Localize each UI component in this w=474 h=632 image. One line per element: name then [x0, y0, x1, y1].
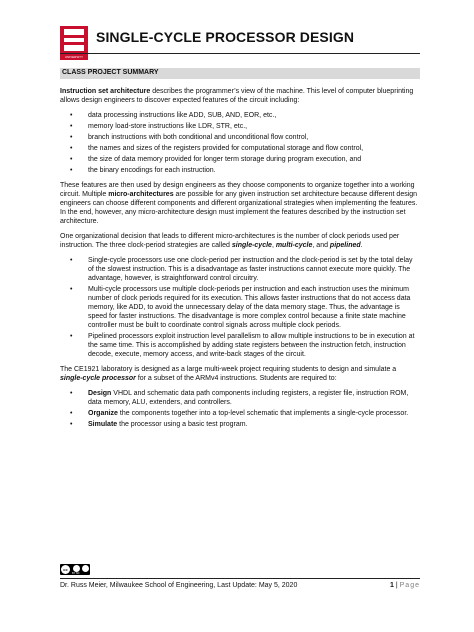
list-item: • Multi-cycle processors use multiple clock-periods per instruction and each instruction uses the minimum number of clock periods required for its execution. This allows faster instructions that do not access data memory, like ADD, to avoid the unnecessary delay of the data memory stage. Thus, the advantage is speed for faster instructions. The disadvantage is more complex control because a finite state machine controller must be built to coordinate control signals across multiple clock periods. [84, 285, 420, 330]
document-body [60, 87, 420, 435]
strategy-list [60, 256, 420, 359]
list-item: • Pipelined processors exploit instruction level parallelism to allow multiple instructions to be in execution at the same time. This is accomplished by adding state registers between the instruction fetch, instruction decode, execute, memory access, and write-back stages of the circuit. [84, 332, 420, 359]
list-item: • data processing instructions like ADD, SUB, AND, EOR, etc., [84, 111, 420, 120]
list-item: • the names and sizes of the registers provided for computational storage and flow control, [84, 144, 420, 153]
footer-author: Dr. Russ Meier, Milwaukee School of Engineering, Last Update: May 5, 2020 [60, 582, 298, 589]
msoe-logo [60, 26, 88, 60]
list-item: • Design VHDL and schematic data path components including registers, a register file, instruction ROM, data memory, ALU, extenders, and controllers. [84, 389, 420, 407]
list-item: • the size of data memory provided for longer term storage during program execution, and [84, 155, 420, 164]
license-text: BY NC [72, 572, 80, 575]
paragraph-isa: Instruction set architecture describes the programmer’s view of the machine. This level of computer blueprinting allows design engineers to discover expected features of the circuit including: [60, 88, 414, 104]
page-title: SINGLE-CYCLE PROCESSOR DESIGN [96, 29, 355, 45]
page-number: 1 | Page [390, 582, 420, 589]
list-item: • branch instructions with both conditional and unconditional flow control, [84, 133, 420, 142]
section-header: CLASS PROJECT SUMMARY [62, 69, 159, 76]
paragraph-microarch: These features are then used by design engineers as they choose components to organize together into a working circuit. Multiple micro-architectures are possible for any given instruction set architecture because different design engineers can choose different components and different organizational strategies when implementing the features. In the end, however, any micro-architecture design must implement the features described by the instruction set architecture. [60, 182, 418, 225]
paragraph-lab: The CE1921 laboratory is designed as a large multi-week project requiring students to design and simulate a single-cycle processor for a subset of the ARMv4 instructions. Students are required to: [60, 366, 397, 382]
footer-divider [60, 578, 420, 579]
logo-sub-text: UNIVERSITY [64, 55, 83, 59]
feature-list [60, 111, 420, 175]
list-item: • Single-cycle processors use one clock-period per instruction and the clock-period is set by the total delay of the slowest instruction. This is a disadvantage as faster instructions cannot execute more quickly. The advantage, however, is straightforward control circuitry. [84, 256, 420, 283]
list-item: • Organize the components together into a top-level schematic that implements a single-cycle processor. [84, 409, 420, 418]
title-divider [60, 53, 420, 54]
cc-by-nc-icon: cc BY NC [60, 564, 90, 575]
list-item: • the binary encodings for each instruction. [84, 166, 420, 175]
list-item: • memory load-store instructions like LDR, STR, etc., [84, 122, 420, 131]
paragraph-clock-strategies: One organizational decision that leads to different micro-architectures is the number of clock periods used per instruction. The three clock-period strategies are called single-cycle, multi-cycle, and pipelined. [60, 233, 400, 249]
requirements-list [60, 389, 420, 429]
list-item: • Simulate the processor using a basic test program. [84, 420, 420, 429]
